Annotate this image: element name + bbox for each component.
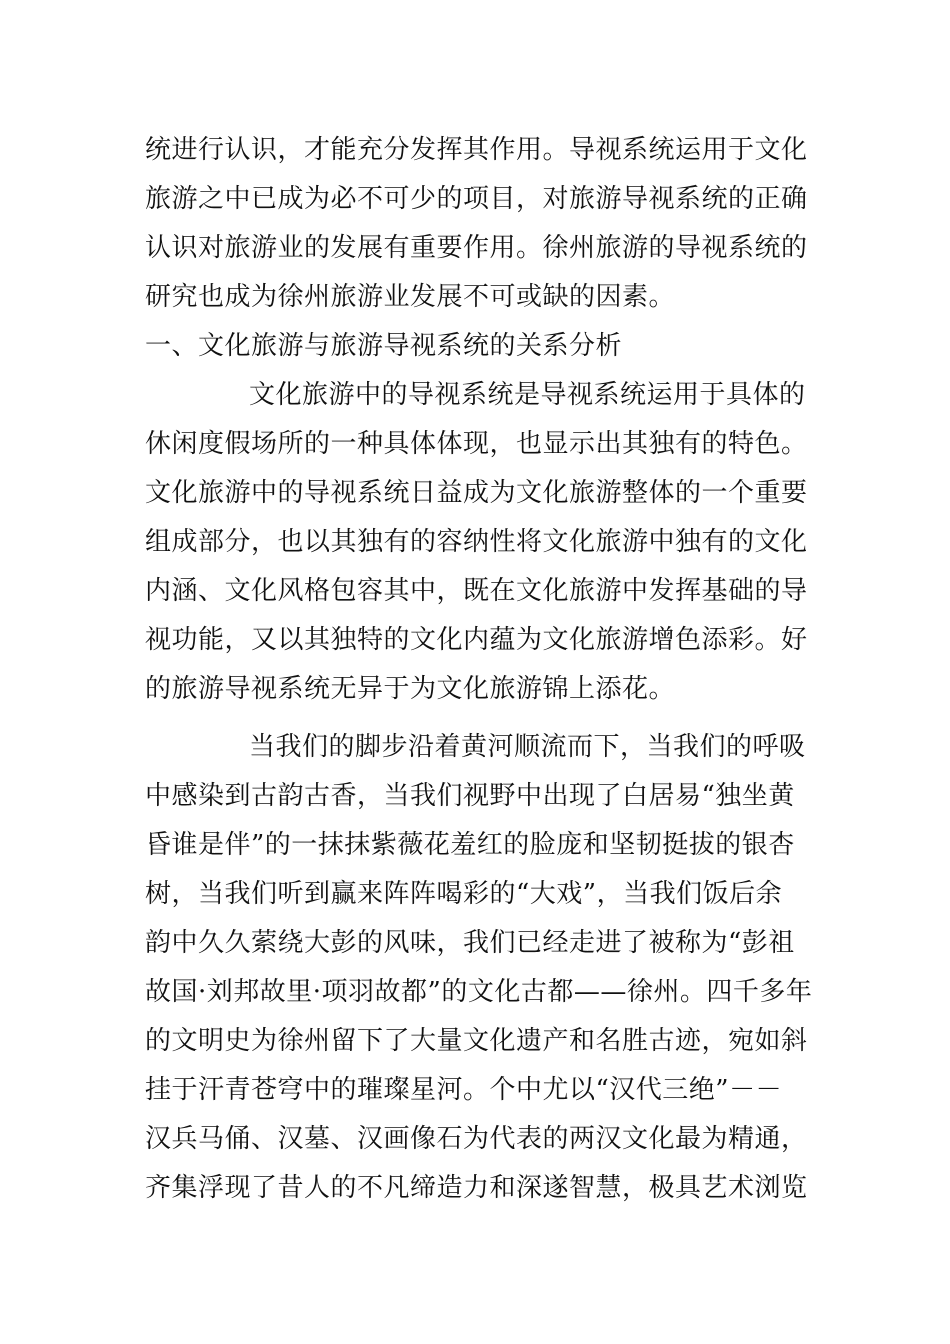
paragraph-line: 当我们的脚步沿着黄河顺流而下，当我们的呼吸 <box>249 732 806 762</box>
document-body <box>145 126 813 1213</box>
paragraph-line: 故国·刘邦故里·项羽故都”的文化古都——徐州。四千多年 <box>145 977 813 1007</box>
paragraph-line: 文化旅游中的导视系统日益成为文化旅游整体的一个重要 <box>145 478 808 508</box>
paragraph-line: 树，当我们听到赢来阵阵喝彩的“大戏”，当我们饭后余 <box>145 879 783 909</box>
paragraph-line: 中感染到古韵古香，当我们视野中出现了白居易“独坐黄 <box>145 781 795 811</box>
paragraph-line: 统进行认识，才能充分发挥其作用。导视系统运用于文化 <box>145 135 808 165</box>
paragraph-line: 韵中久久萦绕大彭的风味，我们已经走进了被称为“彭祖 <box>145 928 795 958</box>
paragraph-line: 文化旅游中的导视系统是导视系统运用于具体的 <box>249 380 806 410</box>
paragraph-line: 挂于汗青苍穹中的璀璨星河。个中尤以“汉代三绝”－－ <box>145 1075 783 1105</box>
paragraph-line: 组成部分，也以其独有的容纳性将文化旅游中独有的文化 <box>145 527 808 557</box>
paragraph-gap <box>145 714 807 723</box>
section-heading: 一、文化旅游与旅游导视系统的关系分析 <box>145 331 623 361</box>
paragraph-line: 的旅游导视系统无异于为文化旅游锦上添花。 <box>145 674 676 704</box>
paragraph-line: 齐集浮现了昔人的不凡缔造力和深遂智慧，极具艺术浏览 <box>145 1173 808 1203</box>
paragraph-line: 视功能，又以其独特的文化内蕴为文化旅游增色添彩。好 <box>145 625 808 655</box>
paragraph-line: 内涵、文化风格包容其中，既在文化旅游中发挥基础的导 <box>145 576 808 606</box>
paragraph-line: 研究也成为徐州旅游业发展不可或缺的因素。 <box>145 282 676 312</box>
paragraph-line: 认识对旅游业的发展有重要作用。徐州旅游的导视系统的 <box>145 233 808 263</box>
paragraph-line: 休闲度假场所的一种具体体现，也显示出其独有的特色。 <box>145 429 808 459</box>
paragraph-line: 昏谁是伴”的一抹抹紫薇花羞红的脸庞和坚韧挺拔的银杏 <box>145 830 795 860</box>
paragraph-line: 汉兵马俑、汉墓、汉画像石为代表的两汉文化最为精通， <box>145 1124 808 1154</box>
paragraph-line: 旅游之中已成为必不可少的项目，对旅游导视系统的正确 <box>145 184 808 214</box>
paragraph-line: 的文明史为徐州留下了大量文化遗产和名胜古迹，宛如斜 <box>145 1026 808 1056</box>
